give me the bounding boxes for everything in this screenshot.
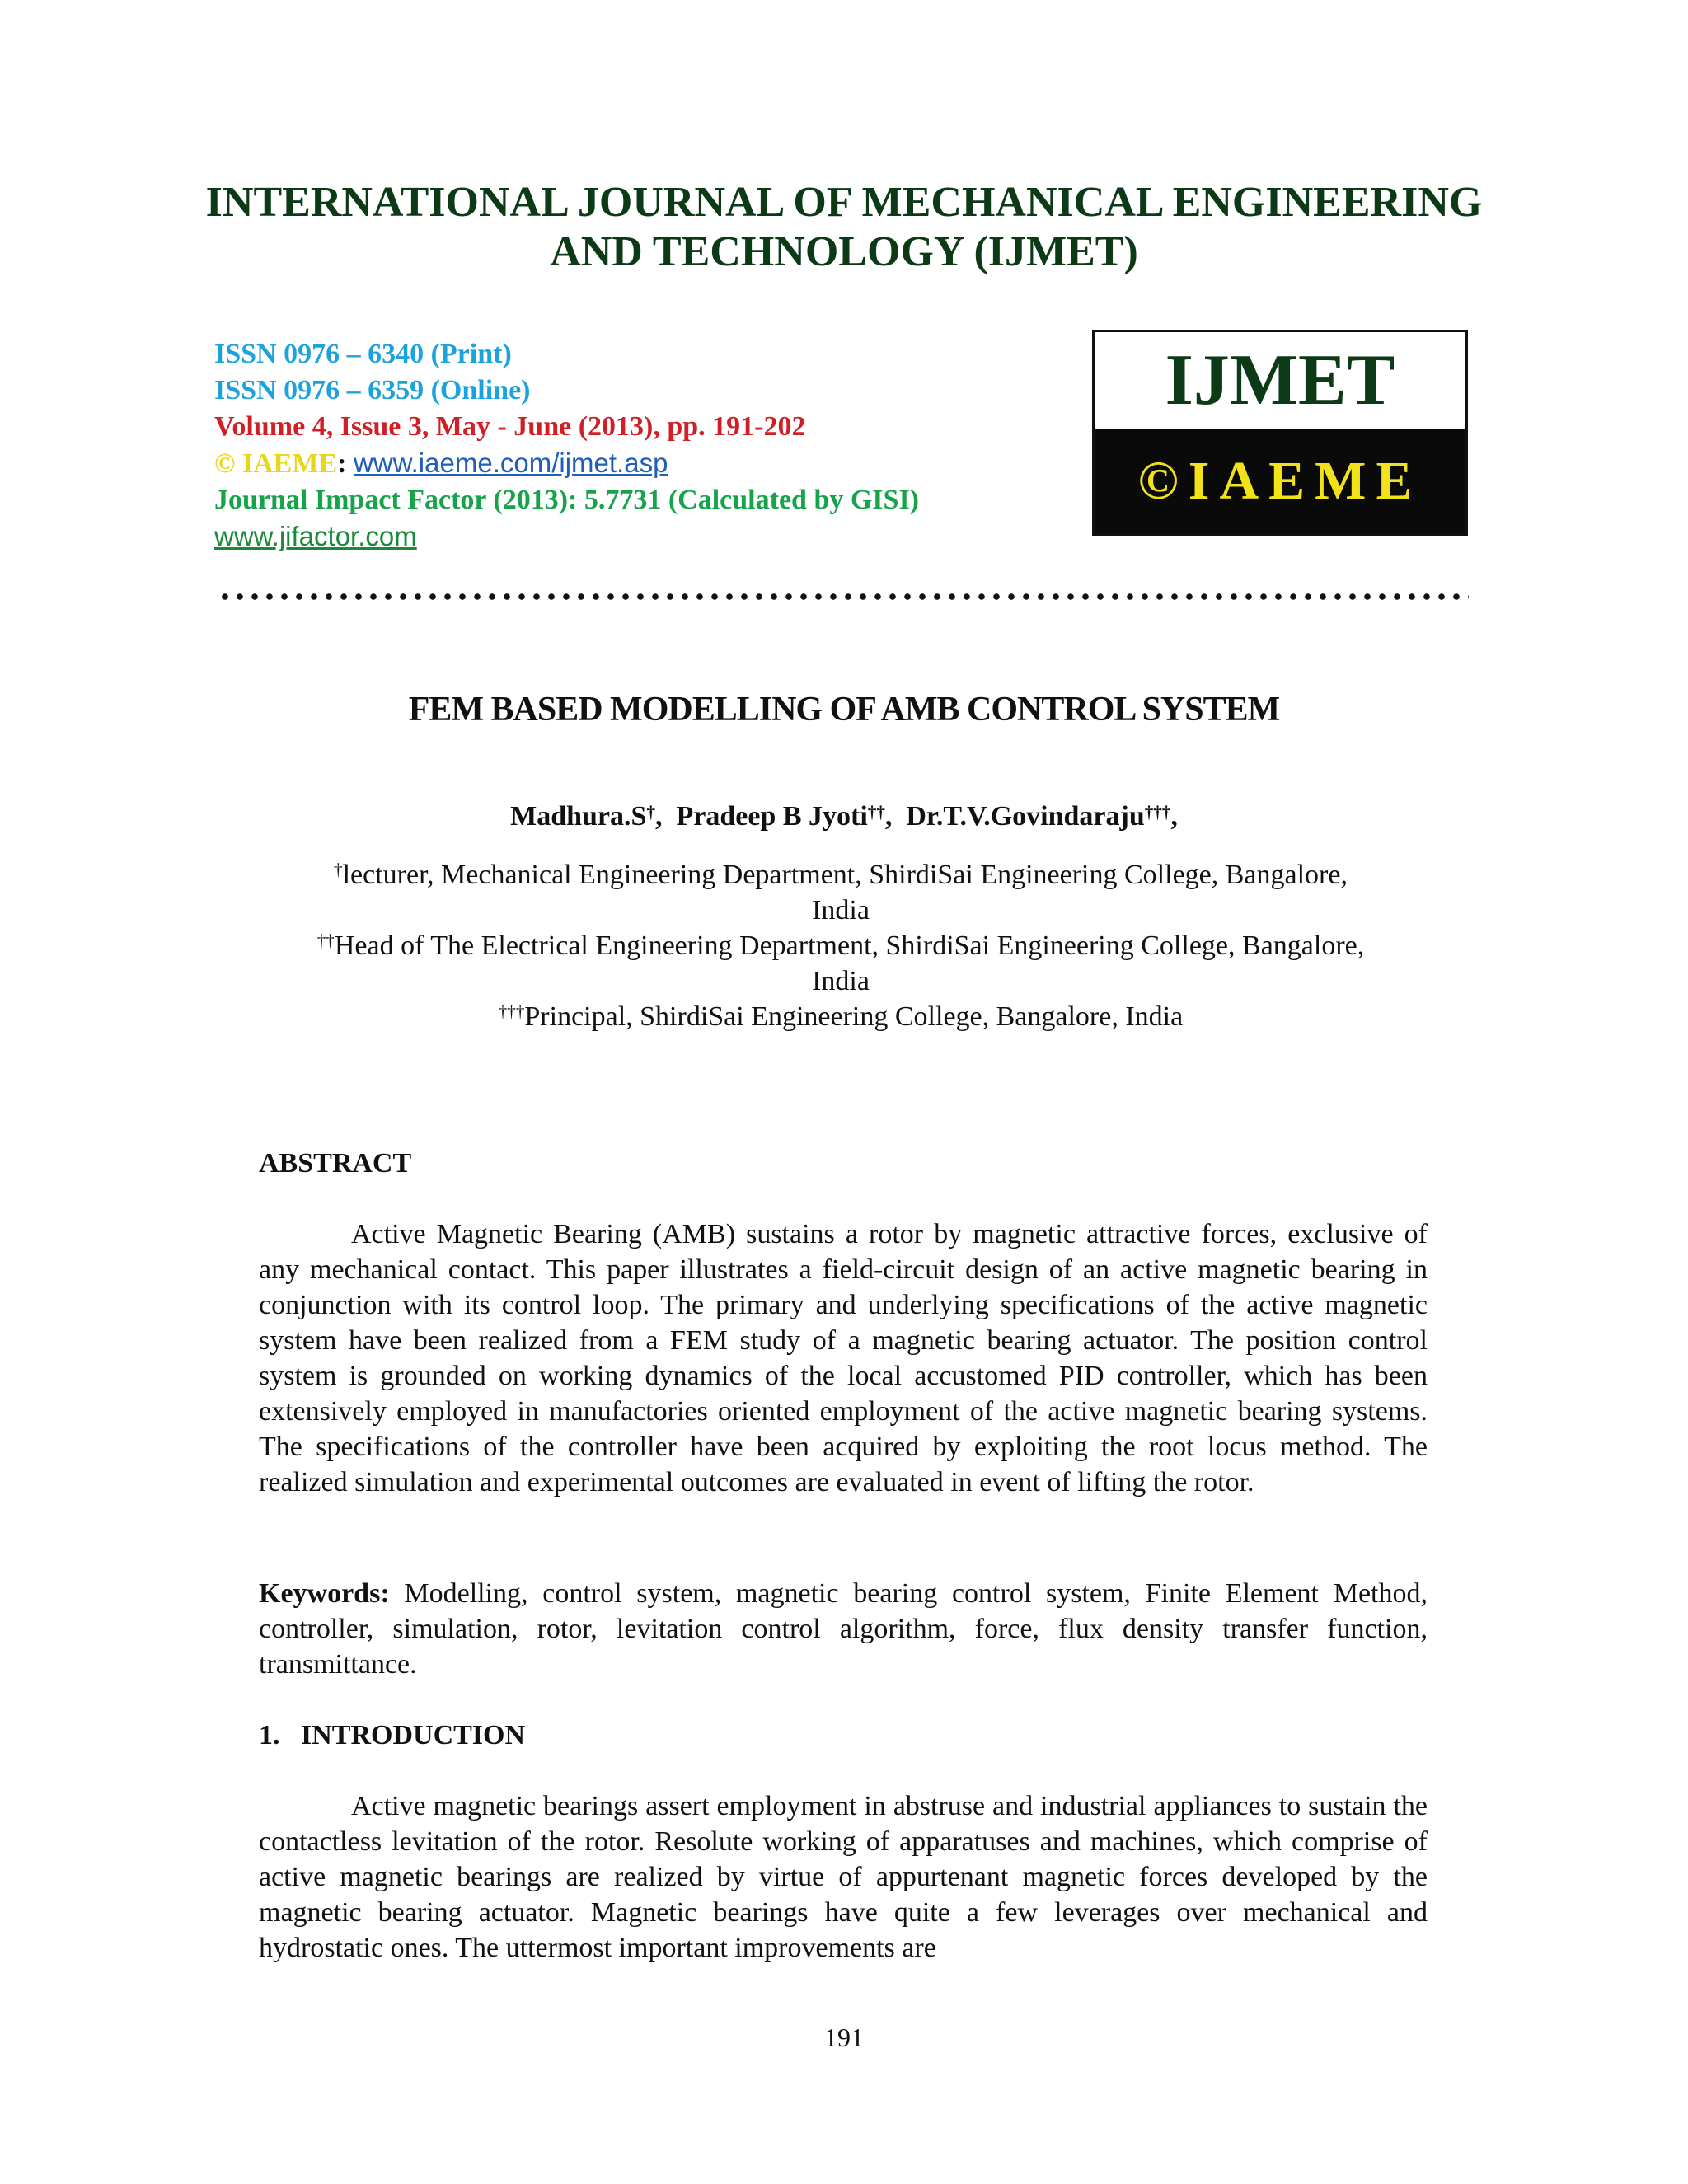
- keywords-text: Modelling, control system, magnetic bearing control system, Finite Element Method, controller, simulation, rotor, levitation control algorithm, force, flux density transfer function, transmittance.: [259, 1578, 1428, 1680]
- impact-factor: Journal Impact Factor (2013): 5.7731 (Calculated by GISI): [214, 485, 919, 515]
- jifactor-link[interactable]: www.jifactor.com: [214, 521, 417, 551]
- logo-iaeme-text: ©IAEME: [1095, 429, 1465, 533]
- author-name: Pradeep B Jyoti: [676, 801, 868, 832]
- introduction-heading: 1. INTRODUCTION: [259, 1720, 526, 1750]
- volume-info: Volume 4, Issue 3, May - June (2013), pp. 191-202: [214, 411, 806, 442]
- affiliation-3: †††Principal, ShirdiSai Engineering College, Bangalore, India: [498, 1001, 1184, 1032]
- dotted-divider: [218, 592, 1469, 602]
- journal-title: [0, 178, 1688, 277]
- iaeme-link[interactable]: www.iaeme.com/ijmet.asp: [353, 448, 668, 478]
- author-name: Madhura.S: [510, 801, 647, 832]
- affiliations: [247, 857, 1434, 1034]
- page-number: 191: [824, 2022, 864, 2052]
- logo-ijmet-text: IJMET: [1165, 340, 1395, 420]
- journal-title-line2: AND TECHNOLOGY (IJMET): [550, 228, 1138, 275]
- author-name: Dr.T.V.Govindaraju: [906, 801, 1145, 832]
- journal-logo: [1092, 330, 1468, 536]
- iaeme-copyright: © IAEME: [214, 448, 338, 479]
- abstract-heading: ABSTRACT: [259, 1148, 412, 1179]
- issn-online: ISSN 0976 – 6359 (Online): [214, 375, 531, 405]
- keywords: [259, 1576, 1428, 1682]
- introduction-text: Active magnetic bearings assert employment in abstruse and industrial appliances to sustain the contactless levitation of the rotor. Resolute working of apparatuses and machines, which comprise of active magnetic bearings are realized by virtue of appurtenant magnetic forces developed by the magnetic bearing actuator. Magnetic bearings have quite a few leverages over mechanical and hydrostatic ones. The uttermost important improvements are: [259, 1791, 1428, 1963]
- journal-meta: [214, 336, 919, 555]
- iaeme-separator: :: [337, 448, 354, 479]
- journal-title-line1: INTERNATIONAL JOURNAL OF MECHANICAL ENGINEERING: [205, 179, 1483, 226]
- issn-print: ISSN 0976 – 6340 (Print): [214, 339, 512, 369]
- keywords-label: Keywords:: [259, 1578, 390, 1609]
- abstract-text: Active Magnetic Bearing (AMB) sustains a rotor by magnetic attractive forces, exclusive of any mechanical contact. This paper illustrates a field-circuit design of an active magnetic bearing in conjunction with its control loop. The primary and underlying specifications of the active magnetic system have been realized from a FEM study of a magnetic bearing actuator. The position control system is grounded on working dynamics of the local accustomed PID controller, which has been extensively employed in manufactories oriented employment of the active magnetic bearing systems. The specifications of the controller have been acquired by exploiting the root locus method. The realized simulation and experimental outcomes are evaluated in event of lifting the rotor.: [259, 1219, 1428, 1497]
- author-mark: †††: [1144, 802, 1171, 822]
- affiliation-1: †lecturer, Mechanical Engineering Department, ShirdiSai Engineering College, Bangalore,: [334, 860, 1348, 890]
- affiliation-2: ††Head of The Electrical Engineering Department, ShirdiSai Engineering College, Bangalore,: [316, 930, 1365, 961]
- author-mark: ††: [867, 802, 885, 822]
- affiliation-2-country: India: [812, 966, 870, 996]
- iaeme-line: [214, 445, 919, 482]
- author-mark: †: [646, 802, 655, 822]
- author-list: Madhura.S†, Pradeep B Jyoti††, Dr.T.V.Govindaraju†††,: [510, 801, 1178, 832]
- affiliation-1-country: India: [812, 895, 870, 926]
- paper-title: FEM BASED MODELLING OF AMB CONTROL SYSTEM: [408, 691, 1280, 729]
